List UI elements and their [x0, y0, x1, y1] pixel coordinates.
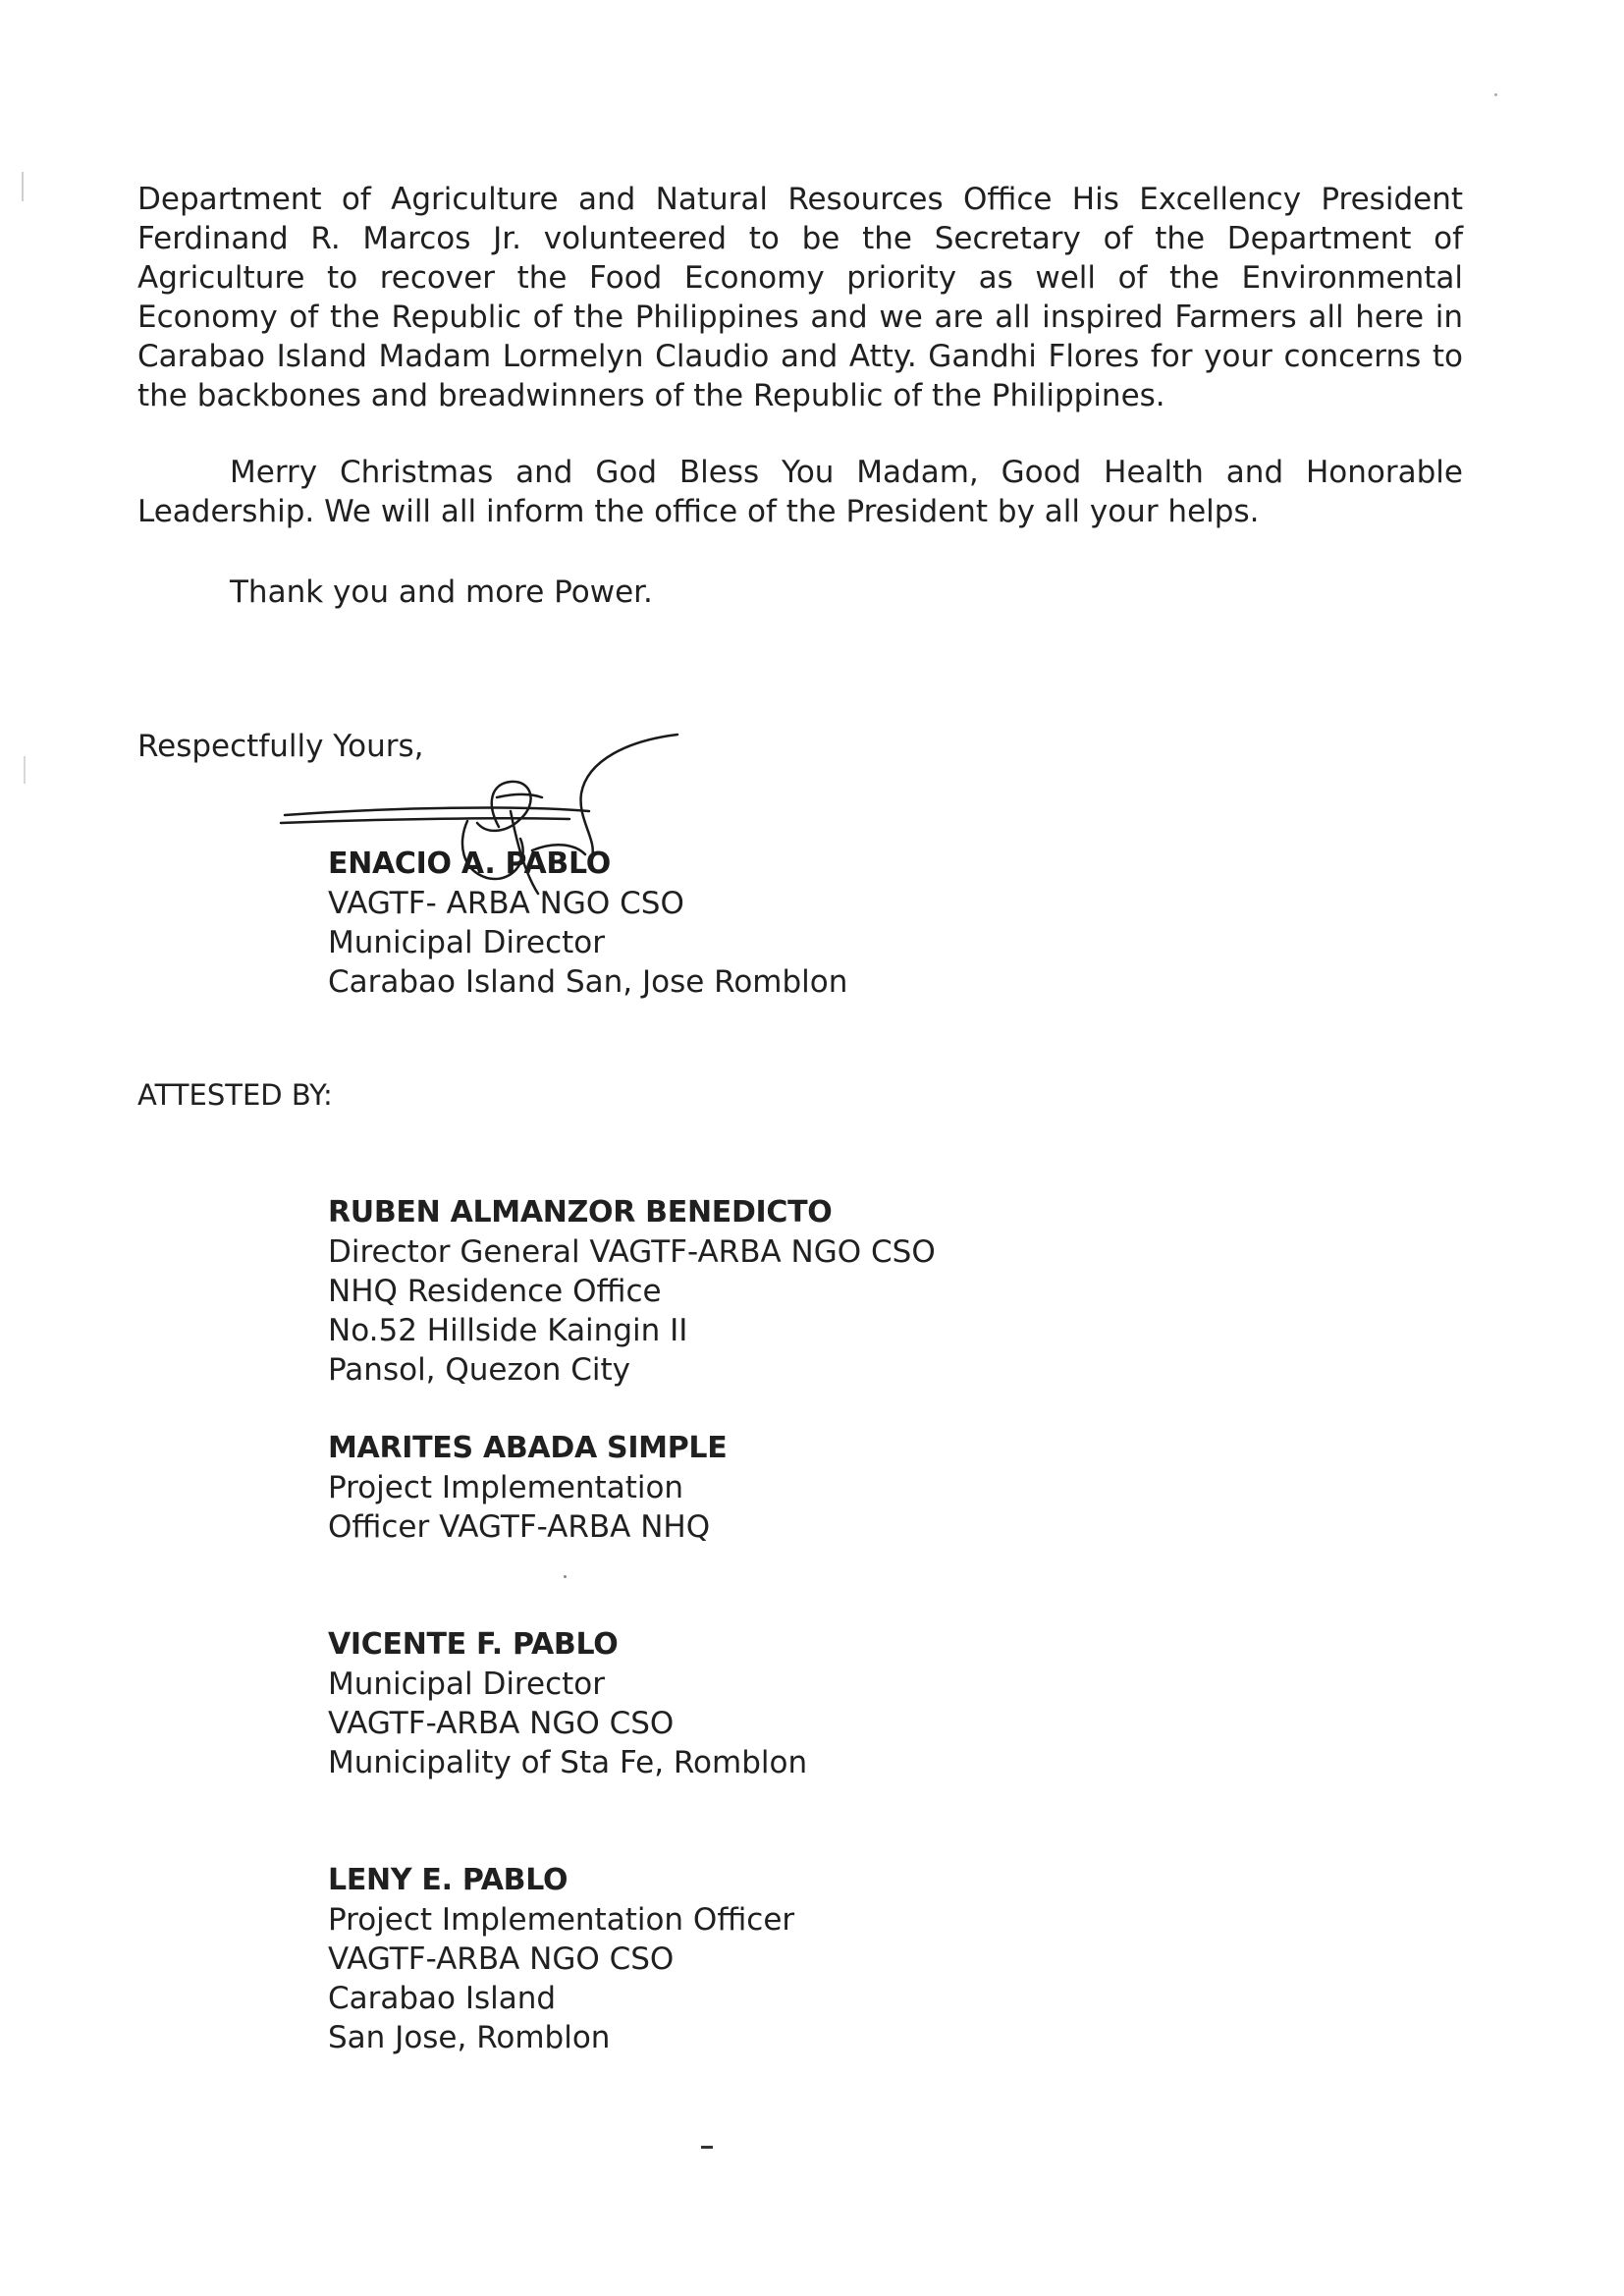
attester-line: NHQ Residence Office [328, 1274, 662, 1309]
attester-line: Municipal Director [328, 1667, 605, 1702]
attester-line: VAGTF-ARBA NGO CSO [328, 1941, 675, 1977]
signatory-block [328, 845, 847, 1002]
attester-name: VICENTE F. PABLO [328, 1627, 619, 1662]
attester-block [328, 1861, 794, 2057]
attester-line: Municipality of Sta Fe, Romblon [328, 1745, 808, 1780]
attester-block [328, 1429, 727, 1547]
attester-line: Project Implementation [328, 1470, 684, 1505]
attester-name: MARITES ABADA SIMPLE [328, 1431, 728, 1465]
attester-block [328, 1625, 807, 1782]
signatory-line: Carabao Island San, Jose Romblon [328, 964, 848, 1000]
attester-line: Carabao Island [328, 1981, 557, 2016]
attester-line: San Jose, Romblon [328, 2020, 611, 2055]
closing-salutation: Respectfully Yours, [137, 729, 424, 764]
scan-dot-2 [1494, 93, 1497, 96]
signatory-name: ENACIO A. PABLO [328, 847, 611, 881]
scan-dot [564, 1575, 567, 1578]
attested-by-label: ATTESTED BY: [137, 1078, 333, 1112]
attester-line: No.52 Hillside Kaingin II [328, 1313, 688, 1348]
attester-name: RUBEN ALMANZOR BENEDICTO [328, 1195, 833, 1230]
signatory-line: VAGTF- ARBA NGO CSO [328, 886, 684, 921]
body-paragraph-1: Department of Agriculture and Natural Resources Office His Excellency President Ferdinand R. Marcos Jr. volunteered to be the Secretary of the Department of Agriculture to recover the Food Economy priority as well of the Environmental Economy of the Republic of the Philippines and we are all inspired Farmers all here in Carabao Island Madam Lormelyn Claudio and Atty. Gandhi Flores for your concerns to the backbones and breadwinners of the Republic of the Philippines. [137, 182, 1463, 413]
attester-line: VAGTF-ARBA NGO CSO [328, 1706, 675, 1741]
attester-line: Project Implementation Officer [328, 1902, 795, 1938]
attester-block [328, 1193, 936, 1390]
attester-name: LENY E. PABLO [328, 1863, 568, 1897]
attester-line: Director General VAGTF-ARBA NGO CSO [328, 1234, 936, 1270]
signatory-line: Municipal Director [328, 925, 605, 960]
scan-mark-left [22, 172, 24, 201]
body-paragraph-2: Merry Christmas and God Bless You Madam, Good Health and Honorable Leadership. We will all inform the office of the President by all your helps. [137, 455, 1463, 529]
attester-line: Pansol, Quezon City [328, 1352, 631, 1388]
attester-line: Officer VAGTF-ARBA NHQ [328, 1509, 711, 1545]
scan-dash-bottom [701, 2146, 713, 2149]
body-paragraph-3: Thank you and more Power. [230, 574, 653, 610]
scan-mark-left-2 [24, 756, 26, 784]
